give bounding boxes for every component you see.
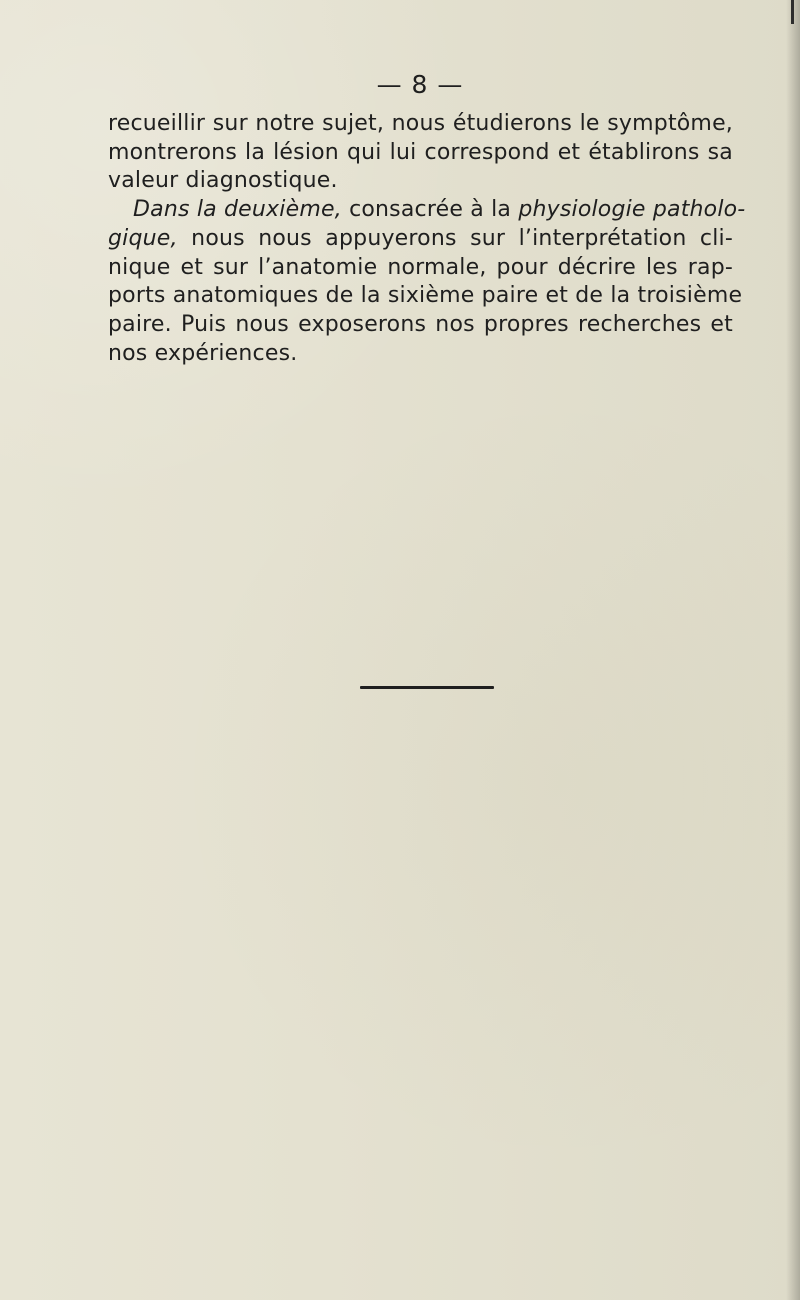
text-segment: consacrée à la [341,197,519,223]
page-edge-mark [791,0,794,24]
italic-phrase: physiologie patholo- [518,197,746,223]
page-number: — 8 — [376,70,464,99]
page-edge-shadow [786,0,800,1300]
text-line: valeur diagnostique. [108,168,338,194]
text-line: nique et sur l’anatomie normale, pour décrire les rap- [108,254,733,280]
body-text [108,110,746,368]
text-line: montrerons la lésion qui lui correspond et établirons sa [108,139,733,165]
text-line: recueillir sur notre sujet, nous étudierons le symptôme, [108,111,733,136]
text-line [108,196,746,225]
section-divider [360,686,494,689]
text-line: paire. Puis nous exposerons nos propres recherches et [108,311,733,337]
text-segment: nous nous appuyerons sur l’interprétation cli- [177,225,733,251]
italic-phrase: gique, [108,225,178,251]
text-line: ports anatomiques de la sixième paire et de la troisième [108,283,743,309]
italic-phrase: Dans la deuxième, [133,197,342,223]
text-line [108,225,733,254]
text-line: nos expériences. [108,340,298,366]
